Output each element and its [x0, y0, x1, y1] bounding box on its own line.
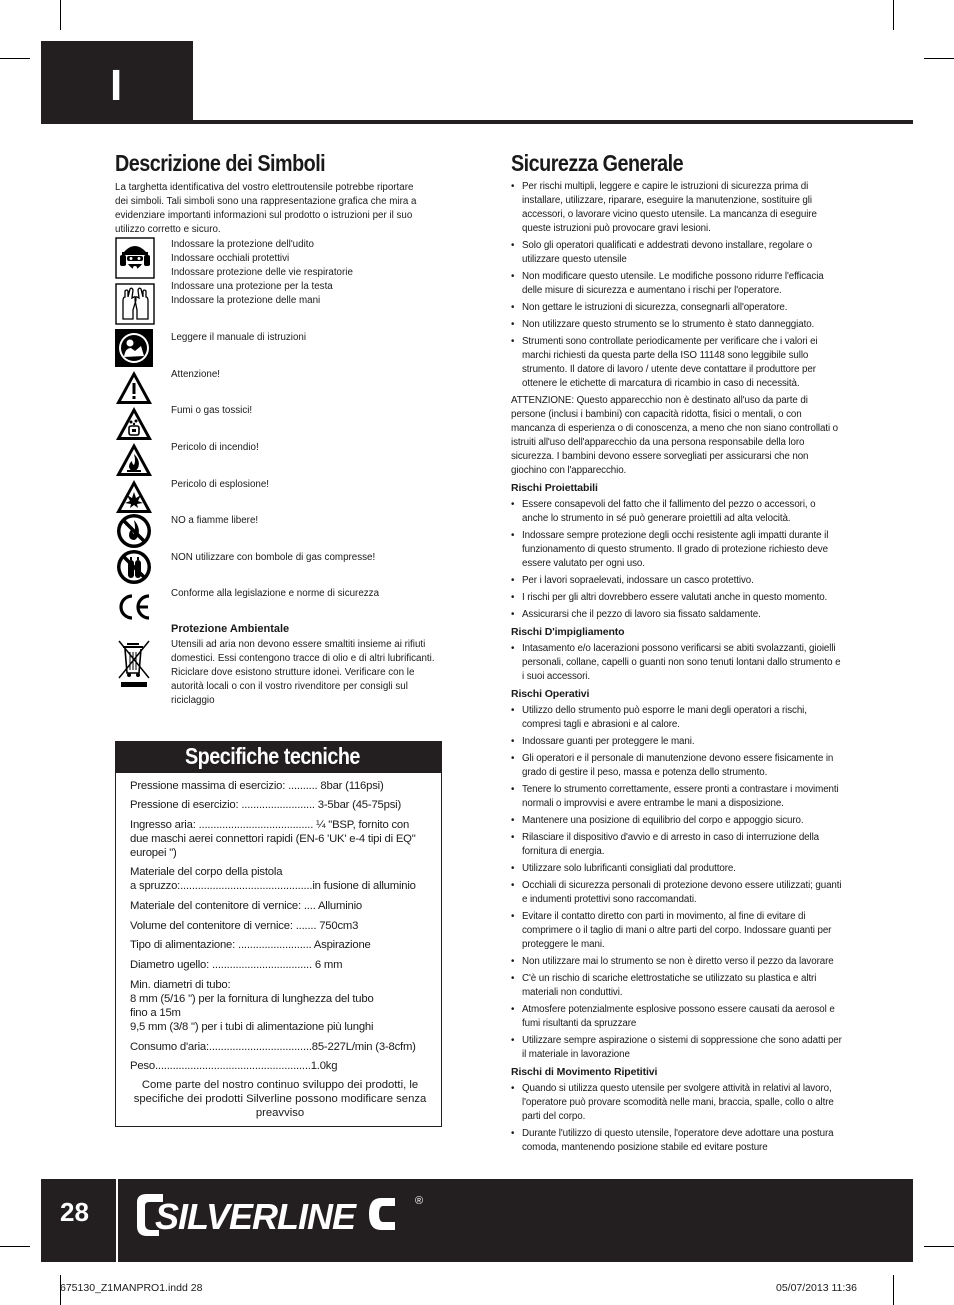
spec-line: Pressione di esercizio: ......................... 3-5bar (45-75psi) [130, 799, 402, 811]
list-item: • Mantenere una posizione di equilibrio del corpo e appoggio sicuro. [511, 814, 843, 828]
warning-triangle-icon [115, 369, 153, 407]
no-naked-flames-icon [115, 512, 153, 550]
symbol-text: Fumi o gas tossici! [171, 405, 253, 416]
symbols-title: Descrizione dei Simboli [115, 150, 326, 176]
subheading: Rischi Proiettabili [511, 482, 598, 494]
environment-title: Protezione Ambientale [171, 623, 290, 635]
ppe-head-icon [115, 237, 155, 279]
symbol-text: Pericolo di esplosione! [171, 479, 270, 490]
svg-text:®: ® [415, 1195, 424, 1207]
subheading: Rischi Operativi [511, 688, 590, 700]
list-item: • Utilizzare sempre aspirazione o sistemi di soppressione che sono adatti per il materiale in lavorazione [511, 1034, 843, 1062]
page-number: 28 [60, 1197, 89, 1227]
symbols-intro: La targhetta identificativa del vostro elettroutensile potrebbe riportare dei simboli. Tali simboli sono una rappresentazione grafica che mira a evidenziare importanti informazioni sul prodotto o istruzioni per il suo utilizzo corretto e sicuro. [115, 182, 417, 235]
symbol-text: Leggere il manuale di istruzioni [171, 332, 307, 343]
ppe-line: Indossare la protezione dell'udito [171, 239, 314, 250]
svg-text:SILVERLINE: SILVERLINE [155, 1196, 356, 1237]
crop-mark [893, 1275, 894, 1305]
safety-column [511, 180, 843, 1158]
attention-paragraph: ATTENZIONE: Questo apparecchio non è destinato all'uso da parte di persone (inclusi i bambini) con capacità ridotta, fisici o mentali, o con mancanza di esperienza o di conoscenza, a meno che non siano controllati o istruiti all'uso dell'apparecchio da una persona responsabile della loro sicurezza. I bambini devono essere sorvegliati per assicurarsi che non giochino con l'apparecchio. [511, 395, 838, 476]
symbol-text: Conforme alla legislazione e norme di sicurezza [171, 588, 380, 599]
date-slug: 05/07/2013 11:36 [776, 1282, 857, 1294]
subheading: Rischi D'impigliamento [511, 626, 625, 638]
fire-hazard-icon [115, 441, 153, 479]
subheading: Rischi di Movimento Ripetitivi [511, 1066, 658, 1078]
entanglement-list [511, 642, 843, 684]
list-item: • Non modificare questo utensile. Le modifiche possono ridurre l'efficacia delle misure di sicurezza e aumentano i rischi per l'operatore. [511, 270, 843, 298]
list-item: • Evitare il contatto diretto con parti in movimento, al fine di evitare di comprimere o il taglio di mani o altre parti del corpo. Indossare guanti per proteggere le mani. [511, 910, 843, 952]
spec-line: 8 mm (5/16 ") per la fornitura di lunghezza del tubo [130, 993, 374, 1005]
symbol-text: NON utilizzare con bombole di gas compresse! [171, 552, 376, 563]
spec-line: Peso.....................................................1.0kg [130, 1060, 338, 1072]
list-item: • Tenere lo strumento correttamente, essere pronti a contrastare i movimenti normali o improvvisi e avere entrambe le mani a disposizione. [511, 783, 843, 811]
ppe-line: Indossare occhiali protettivi [171, 253, 290, 264]
gloves-icon [115, 283, 155, 325]
list-item: • Utilizzare solo lubrificanti consigliati dal produttore. [511, 862, 843, 876]
header-rule [41, 120, 913, 124]
spec-line: Pressione massima di esercizio: .......... 8bar (116psi) [130, 780, 384, 792]
explosion-hazard-icon [115, 478, 153, 516]
specs-note: Come parte del nostro continuo sviluppo dei prodotti, le specifiche dei prodotti Silverline possono modificare senza preavviso [133, 1079, 427, 1119]
symbol-text: NO a fiamme libere! [171, 515, 259, 526]
spec-line: europei ") [130, 847, 177, 859]
ppe-line: Indossare la protezione delle mani [171, 295, 321, 306]
spec-line: a spruzzo:.............................................in fusione di alluminio [130, 880, 416, 892]
list-item: • Per i lavori sopraelevati, indossare un casco protettivo. [511, 574, 843, 588]
no-gas-cylinders-icon [115, 548, 153, 586]
specs-title: Specifiche tecniche [185, 743, 360, 769]
list-item: • Per rischi multipli, leggere e capire le istruzioni di sicurezza prima di installare, utilizzare, riparare, eseguire la manutenzione, sostituire gli accessori, o lavorare vicino questo utensile. La mancanza di eseguire queste istruzioni può provocare gravi lesioni. [511, 180, 843, 236]
ppe-line: Indossare protezione delle vie respiratorie [171, 267, 353, 278]
operative-list [511, 704, 843, 1062]
crop-mark [924, 1246, 954, 1247]
spec-line: Ingresso aria: ....................................... ¼ "BSP, fornito con [130, 819, 410, 831]
spec-line: due maschi aerei connettori rapidi (EN-6 'UK' e-4 tipi di EQ" [130, 833, 416, 845]
spec-line: Min. diametri di tubo: [130, 979, 231, 991]
crop-mark [0, 58, 30, 59]
safety-general-list [511, 180, 843, 391]
list-item: • Non gettare le istruzioni di sicurezza, consegnarli all'operatore. [511, 301, 843, 315]
list-item: • Indossare guanti per proteggere le mani. [511, 735, 843, 749]
spec-line: 9,5 mm (3/8 ") per i tubi di alimentazione più lunghi [130, 1021, 374, 1033]
list-item: • Utilizzo dello strumento può esporre le mani degli operatori a rischi, compresi tagli e abrasioni e al calore. [511, 704, 843, 732]
read-manual-icon [115, 329, 153, 367]
symbol-text: Attenzione! [171, 369, 221, 380]
list-item: • Rilasciare il dispositivo d'avvio e di arresto in caso di interruzione della fornitura di energia. [511, 831, 843, 859]
list-item: • Intasamento e/o lacerazioni possono verificarsi se abiti svolazzanti, gioielli personali, collane, capelli o guanti non sono tenuti lontani dallo strumento e i suoi accessori. [511, 642, 843, 684]
spec-line: Materiale del corpo della pistola [130, 866, 283, 878]
list-item: • C'è un rischio di scariche elettrostatiche se utilizzato su plastica e altri materiali non conduttivi. [511, 972, 843, 1000]
list-item: • Non utilizzare questo strumento se lo strumento è stato danneggiato. [511, 318, 843, 332]
list-item: • Non utilizzare mai lo strumento se non è diretto verso il pezzo da lavorare [511, 955, 843, 969]
crop-mark [60, 0, 61, 30]
safety-title: Sicurezza Generale [511, 150, 684, 176]
ppe-line: Indossare una protezione per la testa [171, 281, 333, 292]
repetitive-list [511, 1082, 843, 1155]
ce-mark-icon [115, 588, 153, 626]
projectile-list [511, 498, 843, 622]
spec-line: fino a 15m [130, 1007, 181, 1019]
list-item: • Indossare sempre protezione degli occhi resistente agli impatti durante il funzionamento di questo strumento. Il grado di protezione richiesto deve essere valutato per ogni uso. [511, 529, 843, 571]
silverline-logo [133, 1188, 433, 1244]
spec-line: Diametro ugello: .................................. 6 mm [130, 959, 343, 971]
list-item: • Durante l'utilizzo di questo utensile, l'operatore deve adottare una postura comoda, mantenendo posizione stabile ed evitare posture [511, 1127, 843, 1155]
list-item: • Solo gli operatori qualificati e addestrati devono installare, regolare o utilizzare questo utensile [511, 239, 843, 267]
crop-mark [893, 0, 894, 30]
spec-line: Tipo di alimentazione: ......................... Aspirazione [130, 939, 371, 951]
list-item: • Strumenti sono controllate periodicamente per verificare che i valori ei marchi richiesti da questa parte della ISO 11148 sono leggibile sullo strumento. Il datore di lavoro / utente deve contattare il produttore per ottenere le etichette di marcatura di ricambio in caso di necessità. [511, 335, 843, 391]
symbol-text: Pericolo di incendio! [171, 442, 259, 453]
spec-line: Materiale del contenitore di vernice: .... Alluminio [130, 900, 362, 912]
list-item: • I rischi per gli altri dovrebbero essere valutati anche in questo momento. [511, 591, 843, 605]
list-item: • Quando si utilizza questo utensile per svolgere attività in relativi al lavoro, l'operatore può provare scomodità nelle mani, braccia, spalle, collo o altre parti del corpo. [511, 1082, 843, 1124]
weee-bin-icon [117, 638, 153, 690]
crop-mark [924, 58, 954, 59]
environment-body: Utensili ad aria non devono essere smaltiti insieme ai rifiuti domestici. Essi contengono tracce di olio e di altri lubrificanti. Riciclare dove esistono strutture idonei. Verificare con le autorità locali o con il vostro rivenditore per consigli sul riciclaggio [171, 639, 435, 706]
list-item: • Occhiali di sicurezza personali di protezione devono essere utilizzati; guanti e indumenti protettivi sono raccomandati. [511, 879, 843, 907]
spec-line: Consumo d'aria:...................................85-227L/min (3-8cfm) [130, 1041, 416, 1053]
language-letter: I [110, 61, 123, 110]
list-item: • Assicurarsi che il pezzo di lavoro sia fissato saldamente. [511, 608, 843, 622]
spec-line: Volume del contenitore di vernice: ....... 750cm3 [130, 920, 359, 932]
crop-mark [0, 1246, 30, 1247]
list-item: • Atmosfere potenzialmente esplosive possono essere causati da aerosol e fumi risultanti da spruzzare [511, 1003, 843, 1031]
toxic-fumes-icon [115, 405, 153, 443]
list-item: • Gli operatori e il personale di manutenzione devono essere fisicamente in grado di gestire il peso, massa e potenza dello strumento. [511, 752, 843, 780]
file-slug: 675130_Z1MANPRO1.indd 28 [60, 1282, 203, 1294]
list-item: • Essere consapevoli del fatto che il fallimento del pezzo o accessori, o anche lo strumento in sé può generare proiettili ad alta velocità. [511, 498, 843, 526]
ppe-text [171, 238, 353, 308]
footer-separator [116, 1179, 118, 1262]
